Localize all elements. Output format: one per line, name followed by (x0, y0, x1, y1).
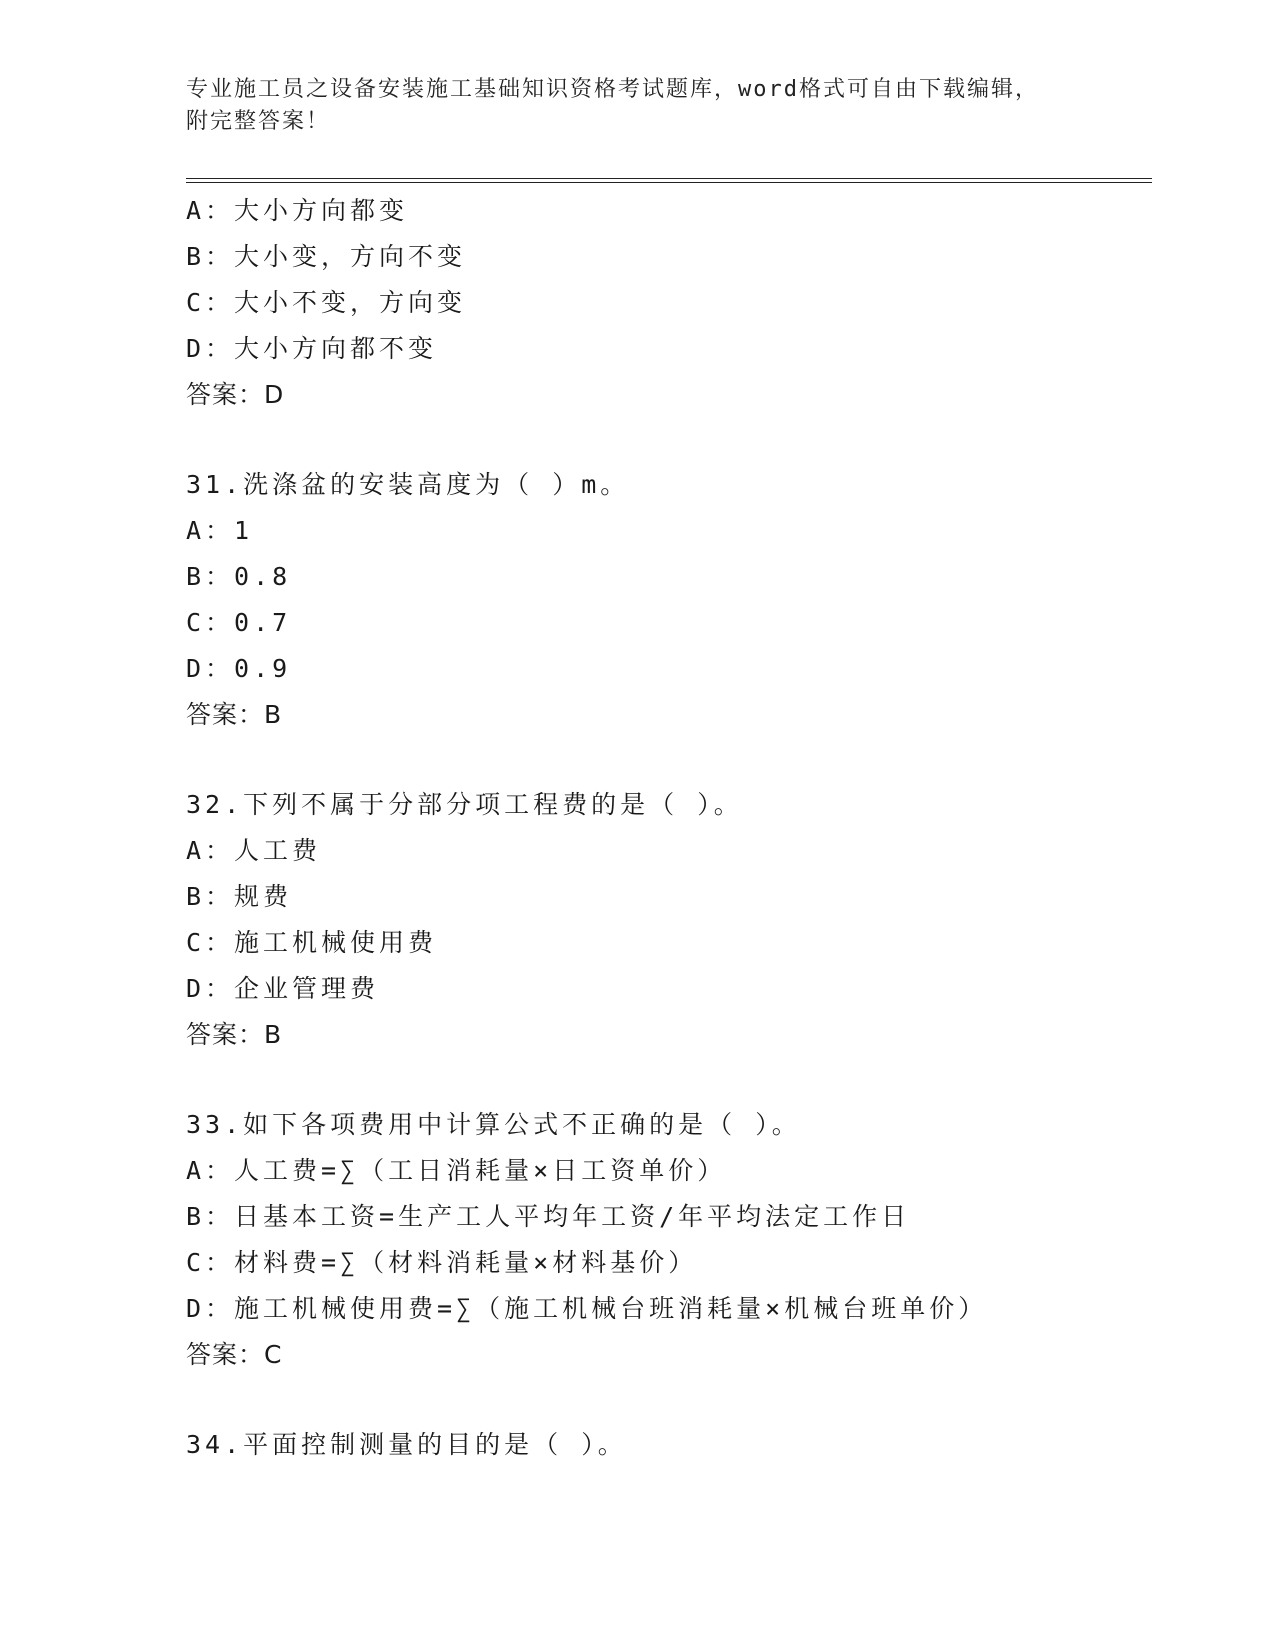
spacer (186, 1378, 1146, 1422)
option-a: A：1 (186, 516, 254, 545)
option-a: A：大小方向都变 (186, 196, 409, 225)
answer-line: 答案：B (186, 1020, 283, 1049)
header-line-1: 专业施工员之设备安装施工基础知识资格考试题库，word格式可自由下载编辑， (186, 77, 1039, 102)
document-header (186, 74, 1086, 138)
question-text: 32.下列不属于分部分项工程费的是（ ）。 (186, 790, 743, 819)
option-c: C：施工机械使用费 (186, 928, 438, 957)
answer-line: 答案：D (186, 380, 285, 409)
option-b: B：0.8 (186, 562, 292, 591)
question-32-block (186, 782, 1146, 1058)
header-divider-thin (186, 178, 1152, 179)
option-b: B：规费 (186, 882, 293, 911)
option-d: D：0.9 (186, 654, 292, 683)
question-list (186, 188, 1146, 1468)
option-b: B：日基本工资=生产工人平均年工资/年平均法定工作日 (186, 1202, 911, 1231)
spacer (186, 738, 1146, 782)
question-33-block (186, 1102, 1146, 1378)
option-a: A：人工费=∑（工日消耗量×日工资单价） (186, 1156, 727, 1185)
question-text: 33.如下各项费用中计算公式不正确的是（ ）。 (186, 1110, 801, 1139)
option-c: C：0.7 (186, 608, 292, 637)
question-text: 31.洗涤盆的安装高度为（ ）m。 (186, 470, 630, 499)
spacer (186, 1058, 1146, 1102)
option-c: C：大小不变，方向变 (186, 288, 467, 317)
question-30-block (186, 188, 1146, 418)
header-divider-thick (186, 182, 1152, 183)
question-31-block (186, 462, 1146, 738)
option-d: D：大小方向都不变 (186, 334, 438, 363)
answer-line: 答案：B (186, 700, 283, 729)
question-34-block (186, 1422, 1146, 1468)
question-text: 34.平面控制测量的目的是（ ）。 (186, 1430, 627, 1459)
answer-line: 答案：C (186, 1340, 283, 1369)
option-c: C：材料费=∑（材料消耗量×材料基价） (186, 1248, 698, 1277)
option-a: A：人工费 (186, 836, 322, 865)
option-d: D：企业管理费 (186, 974, 380, 1003)
header-line-2: 附完整答案！ (186, 109, 331, 134)
spacer (186, 418, 1146, 462)
option-b: B：大小变，方向不变 (186, 242, 467, 271)
option-d: D：施工机械使用费=∑（施工机械台班消耗量×机械台班单价） (186, 1294, 988, 1323)
